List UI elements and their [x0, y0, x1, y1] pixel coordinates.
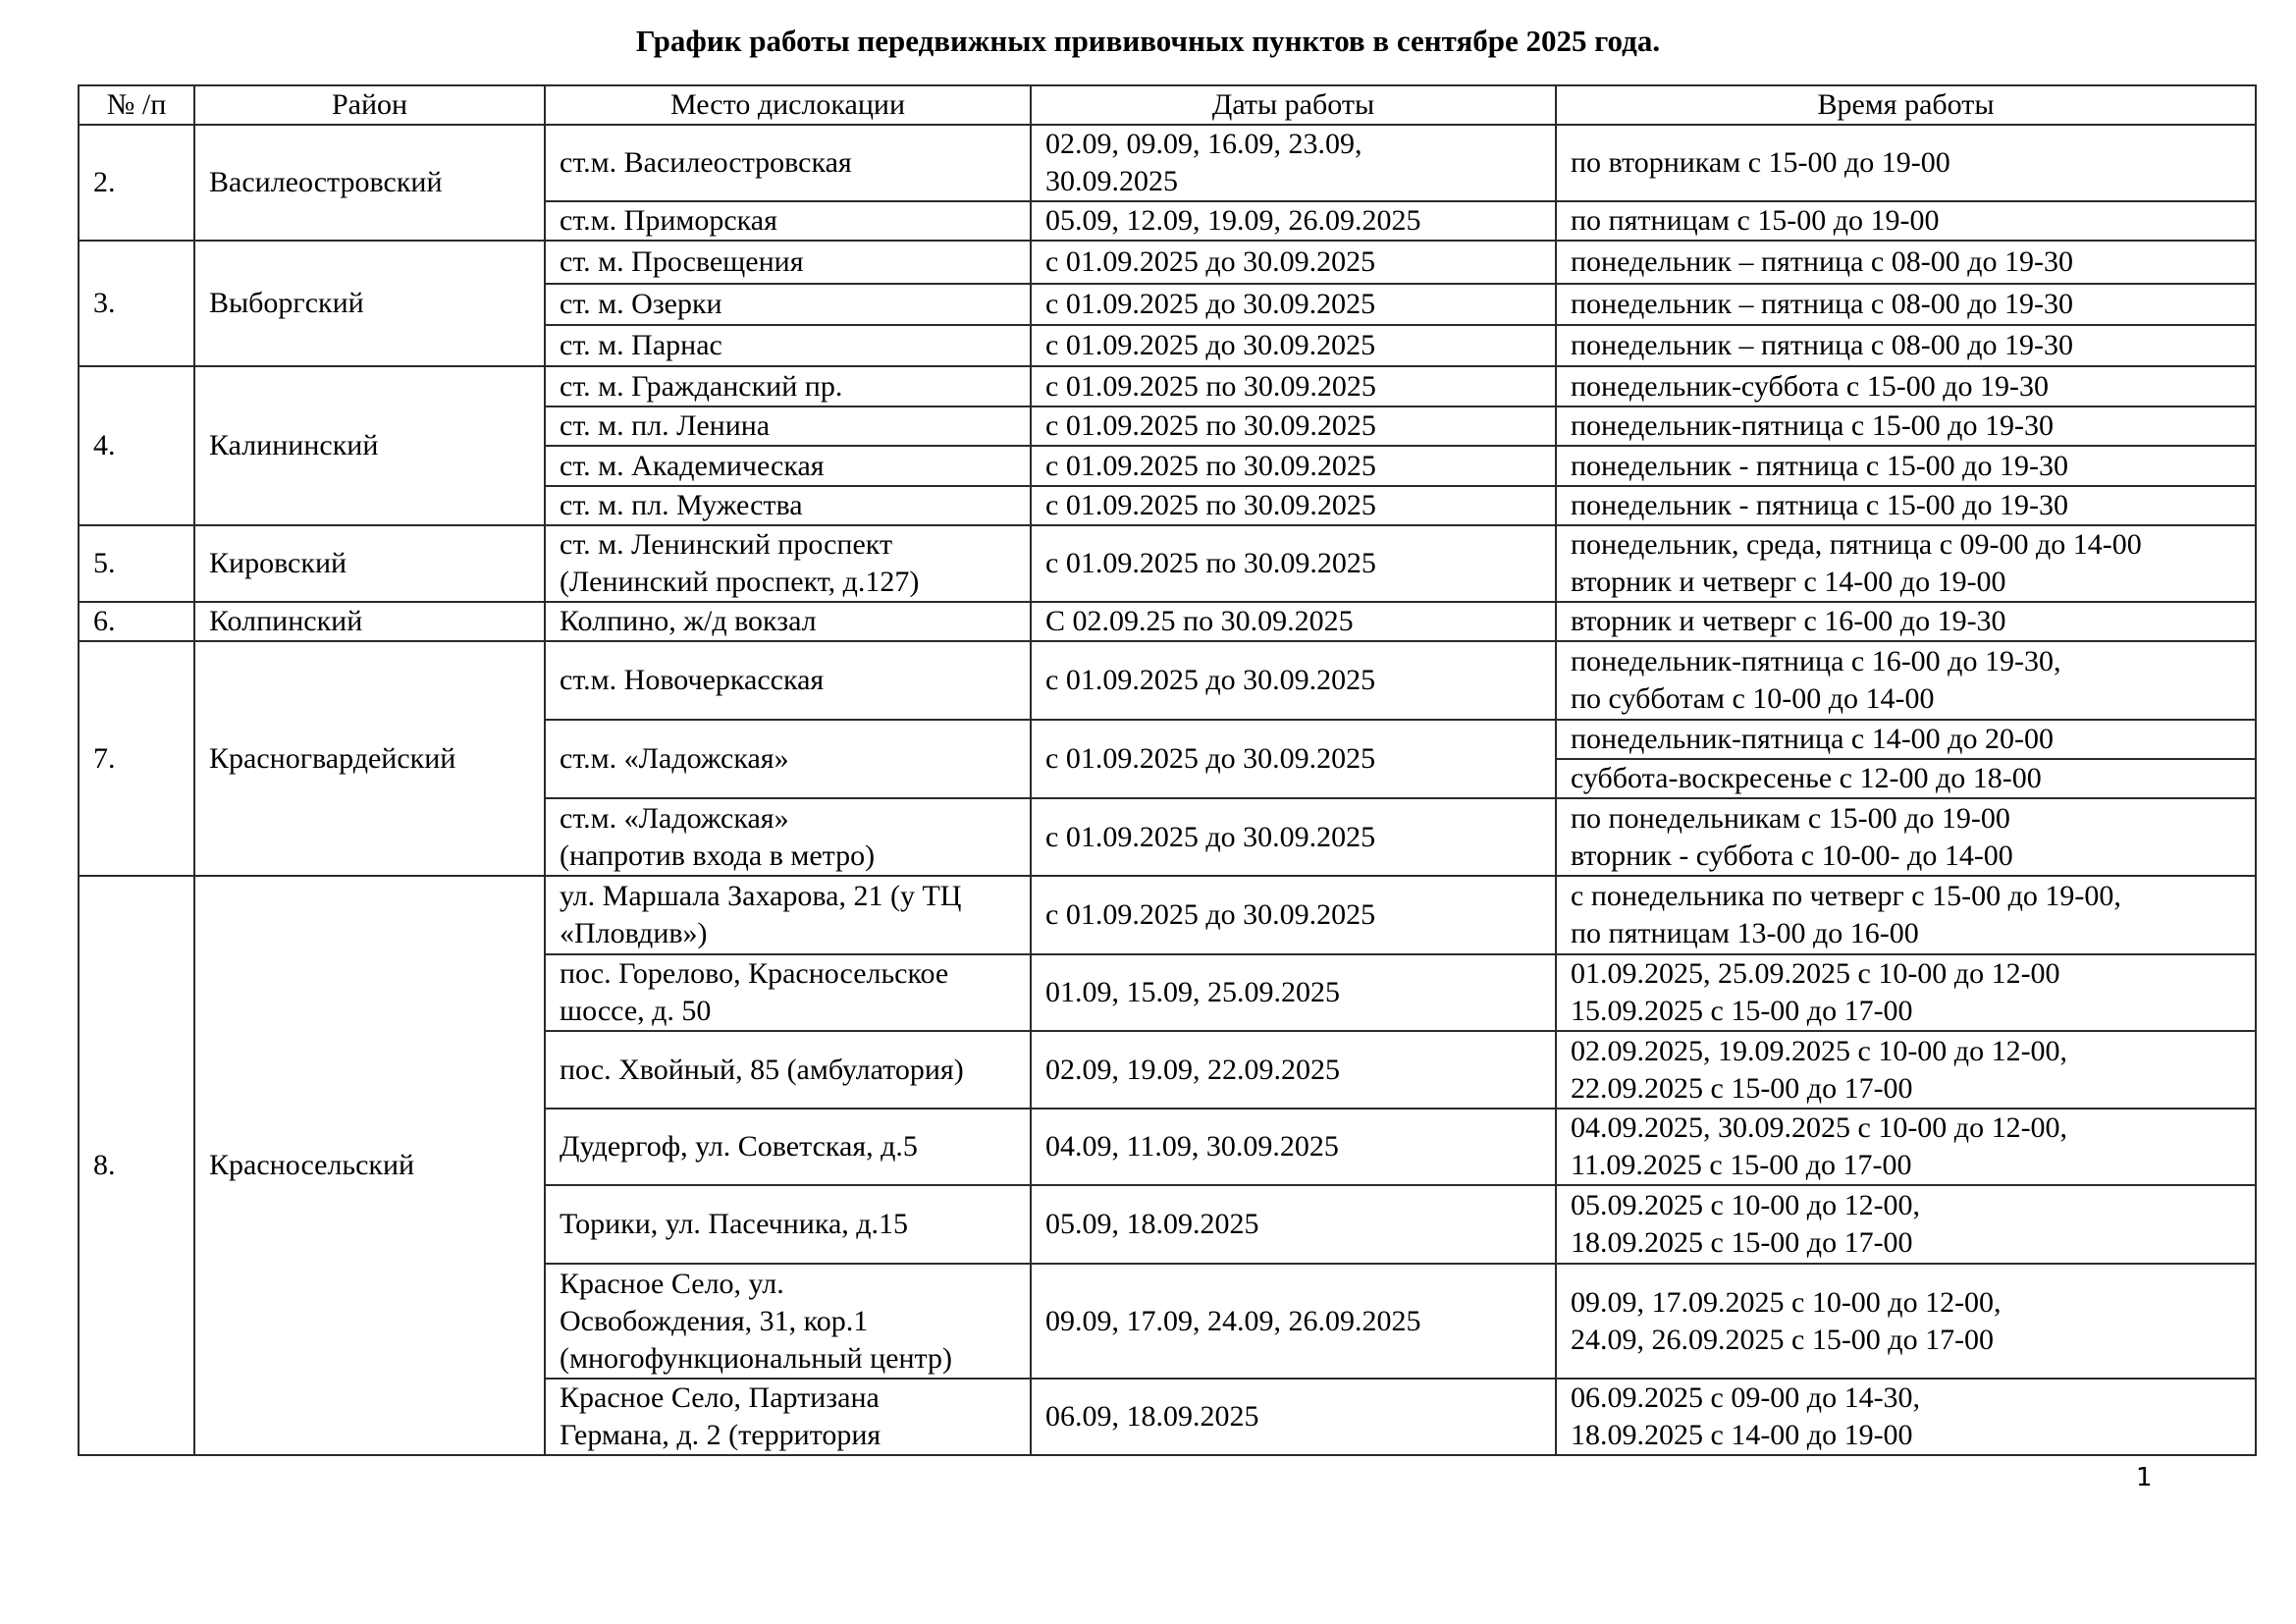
location-cell	[545, 1109, 1031, 1185]
cell-line: 04.09.2025, 30.09.2025 с 10-00 до 12-00,	[1571, 1111, 2068, 1144]
row-number: 6.	[79, 602, 194, 641]
cell-line: пос. Хвойный, 85 (амбулатория)	[560, 1053, 964, 1086]
cell-line: суббота-воскресенье с 12-00 до 18-00	[1571, 762, 2042, 794]
time-cell	[1556, 486, 2256, 525]
cell-line: по субботам с 10-00 до 14-00	[1571, 682, 1935, 715]
location-cell	[545, 446, 1031, 486]
cell-line: 22.09.2025 с 15-00 до 17-00	[1571, 1071, 1913, 1105]
location-cell	[545, 125, 1031, 201]
cell-line: с 01.09.2025 до 30.09.2025	[1045, 664, 1376, 696]
time-cell	[1556, 602, 2256, 641]
dates-cell	[1031, 366, 1556, 406]
dates-cell	[1031, 1379, 1556, 1455]
cell-line: понедельник-пятница с 15-00 до 19-30	[1571, 409, 2054, 442]
district-name: Красногвардейский	[194, 641, 545, 876]
time-cell	[1556, 720, 2256, 759]
table-row	[79, 641, 2256, 720]
cell-line: 24.09, 26.09.2025 с 15-00 до 17-00	[1571, 1323, 1995, 1356]
location-cell	[545, 1264, 1031, 1379]
cell-line: понедельник-суббота с 15-00 до 19-30	[1571, 369, 2049, 403]
cell-line: 05.09, 12.09, 19.09, 26.09.2025	[1045, 204, 1421, 237]
location-cell	[545, 406, 1031, 446]
cell-line: Освобождения, 31, кор.1	[560, 1304, 869, 1337]
cell-line: Красное Село, Партизана	[560, 1381, 880, 1414]
cell-line: 06.09.2025 с 09-00 до 14-30,	[1571, 1381, 1921, 1414]
dates-cell	[1031, 406, 1556, 446]
time-cell	[1556, 325, 2256, 366]
cell-line: ст. м. Гражданский пр.	[560, 369, 843, 403]
dates-cell	[1031, 1264, 1556, 1379]
dates-cell	[1031, 641, 1556, 720]
location-cell	[545, 1031, 1031, 1109]
row-number: 5.	[79, 525, 194, 602]
dates-cell	[1031, 525, 1556, 602]
cell-line: с понедельника по четверг с 15-00 до 19-00,	[1571, 880, 2121, 912]
dates-cell	[1031, 241, 1556, 284]
time-cell	[1556, 1264, 2256, 1379]
cell-line: Красное Село, ул.	[560, 1267, 784, 1300]
time-cell	[1556, 525, 2256, 602]
time-cell	[1556, 366, 2256, 406]
dates-cell	[1031, 876, 1556, 954]
header-district: Район	[194, 85, 545, 125]
header-dates: Даты работы	[1031, 85, 1556, 125]
row-number: 7.	[79, 641, 194, 876]
district-name: Красносельский	[194, 876, 545, 1455]
dates-cell	[1031, 1031, 1556, 1109]
cell-line: вторник - суббота с 10-00- до 14-00	[1571, 839, 2013, 872]
header-row	[79, 85, 2256, 125]
cell-line: 02.09.2025, 19.09.2025 с 10-00 до 12-00,	[1571, 1034, 2068, 1067]
table-row	[79, 241, 2256, 284]
dates-cell	[1031, 486, 1556, 525]
location-cell	[545, 876, 1031, 954]
cell-line: 04.09, 11.09, 30.09.2025	[1045, 1130, 1339, 1163]
cell-line: с 01.09.2025 по 30.09.2025	[1045, 547, 1376, 579]
cell-line: 18.09.2025 с 15-00 до 17-00	[1571, 1226, 1913, 1259]
row-number: 4.	[79, 366, 194, 525]
dates-cell	[1031, 1185, 1556, 1264]
cell-line: 02.09, 09.09, 16.09, 23.09,	[1045, 128, 1362, 160]
table-row	[79, 125, 2256, 201]
dates-cell	[1031, 720, 1556, 798]
cell-line: ст. м. Просвещения	[560, 245, 804, 278]
time-cell	[1556, 954, 2256, 1031]
district-name: Василеостровский	[194, 125, 545, 241]
cell-line: «Пловдив»)	[560, 917, 708, 949]
cell-line: ст. м. пл. Ленина	[560, 409, 771, 442]
time-cell	[1556, 876, 2256, 954]
cell-line: ул. Маршала Захарова, 21 (у ТЦ	[560, 880, 962, 912]
district-name: Выборгский	[194, 241, 545, 366]
cell-line: понедельник-пятница с 14-00 до 20-00	[1571, 723, 2054, 755]
cell-line: с 01.09.2025 до 30.09.2025	[1045, 288, 1376, 320]
cell-line: понедельник – пятница с 08-00 до 19-30	[1571, 288, 2073, 320]
cell-line: с 01.09.2025 до 30.09.2025	[1045, 898, 1376, 931]
time-cell	[1556, 284, 2256, 325]
cell-line: 15.09.2025 с 15-00 до 17-00	[1571, 995, 1913, 1027]
location-cell	[545, 641, 1031, 720]
cell-line: понедельник, среда, пятница с 09-00 до 14-00	[1571, 528, 2142, 561]
location-cell	[545, 720, 1031, 798]
dates-cell	[1031, 325, 1556, 366]
cell-line: ст. м. пл. Мужества	[560, 489, 803, 521]
location-cell	[545, 954, 1031, 1031]
dates-cell	[1031, 602, 1556, 641]
cell-line: 30.09.2025	[1045, 165, 1178, 197]
cell-line: понедельник – пятница с 08-00 до 19-30	[1571, 245, 2073, 278]
time-cell	[1556, 641, 2256, 720]
location-cell	[545, 201, 1031, 241]
cell-line: ст. м. Ленинский проспект	[560, 528, 893, 561]
location-cell	[545, 1185, 1031, 1264]
dates-cell	[1031, 1109, 1556, 1185]
cell-line: 18.09.2025 с 14-00 до 19-00	[1571, 1419, 1913, 1451]
time-cell	[1556, 241, 2256, 284]
cell-line: Торики, ул. Пасечника, д.15	[560, 1208, 909, 1240]
dates-cell	[1031, 446, 1556, 486]
cell-line: 05.09.2025 с 10-00 до 12-00,	[1571, 1189, 1921, 1221]
document-title: График работы передвижных прививочных пунктов в сентябре 2025 года.	[635, 24, 1661, 58]
cell-line: шоссе, д. 50	[560, 995, 712, 1027]
cell-line: 06.09, 18.09.2025	[1045, 1400, 1259, 1433]
cell-line: (напротив входа в метро)	[560, 839, 876, 872]
cell-line: Германа, д. 2 (территория	[560, 1419, 881, 1451]
cell-line: ст. м. Озерки	[560, 288, 722, 320]
row-number: 3.	[79, 241, 194, 366]
cell-line: ст.м. «Ладожская»	[560, 742, 789, 775]
cell-line: вторник и четверг с 16-00 до 19-30	[1571, 605, 2006, 637]
cell-line: с 01.09.2025 по 30.09.2025	[1045, 369, 1376, 403]
row-number: 2.	[79, 125, 194, 241]
cell-line: Дудергоф, ул. Советская, д.5	[560, 1130, 918, 1163]
table-body	[79, 125, 2256, 1455]
cell-line: 01.09, 15.09, 25.09.2025	[1045, 976, 1340, 1008]
cell-line: ст.м. Новочеркасская	[560, 664, 825, 696]
cell-line: Колпино, ж/д вокзал	[560, 605, 817, 637]
district-name: Кировский	[194, 525, 545, 602]
time-cell	[1556, 1031, 2256, 1109]
page-number: 1	[2136, 1463, 2153, 1492]
time-cell	[1556, 1109, 2256, 1185]
location-cell	[545, 325, 1031, 366]
cell-line: 09.09, 17.09, 24.09, 26.09.2025	[1045, 1304, 1421, 1337]
table-row	[79, 366, 2256, 406]
dates-cell	[1031, 125, 1556, 201]
header-location: Место дислокации	[545, 85, 1031, 125]
cell-line: С 02.09.25 по 30.09.2025	[1045, 605, 1354, 637]
cell-line: 09.09, 17.09.2025 с 10-00 до 12-00,	[1571, 1285, 2002, 1319]
cell-line: (Ленинский проспект, д.127)	[560, 566, 920, 598]
time-cell	[1556, 1379, 2256, 1455]
cell-line: ст.м. Василеостровская	[560, 146, 852, 179]
location-cell	[545, 486, 1031, 525]
time-cell	[1556, 759, 2256, 798]
cell-line: с 01.09.2025 по 30.09.2025	[1045, 409, 1376, 442]
time-cell	[1556, 446, 2256, 486]
location-cell	[545, 798, 1031, 876]
cell-line: с 01.09.2025 до 30.09.2025	[1045, 742, 1376, 775]
location-cell	[545, 284, 1031, 325]
location-cell	[545, 241, 1031, 284]
cell-line: с 01.09.2025 по 30.09.2025	[1045, 449, 1376, 482]
time-cell	[1556, 201, 2256, 241]
cell-line: (многофункциональный центр)	[560, 1341, 952, 1375]
cell-line: по понедельникам с 15-00 до 19-00	[1571, 801, 2010, 835]
district-name: Колпинский	[194, 602, 545, 641]
cell-line: по пятницам с 15-00 до 19-00	[1571, 204, 1940, 237]
row-number: 8.	[79, 876, 194, 1455]
time-cell	[1556, 406, 2256, 446]
district-name: Калининский	[194, 366, 545, 525]
schedule-table	[78, 84, 2257, 1456]
cell-line: с 01.09.2025 по 30.09.2025	[1045, 489, 1376, 521]
location-cell	[545, 525, 1031, 602]
time-cell	[1556, 798, 2256, 876]
table-row	[79, 525, 2256, 602]
location-cell	[545, 1379, 1031, 1455]
cell-line: понедельник - пятница с 15-00 до 19-30	[1571, 449, 2068, 482]
cell-line: по пятницам 13-00 до 16-00	[1571, 917, 1919, 949]
table-row	[79, 602, 2256, 641]
cell-line: ст. м. Парнас	[560, 329, 722, 361]
cell-line: 02.09, 19.09, 22.09.2025	[1045, 1053, 1340, 1086]
cell-line: 11.09.2025 с 15-00 до 17-00	[1571, 1149, 1912, 1181]
header-number: № /п	[79, 85, 194, 125]
cell-line: понедельник – пятница с 08-00 до 19-30	[1571, 329, 2073, 361]
cell-line: 05.09, 18.09.2025	[1045, 1208, 1259, 1240]
table-row	[79, 876, 2256, 954]
cell-line: пос. Горелово, Красносельское	[560, 957, 949, 990]
cell-line: 01.09.2025, 25.09.2025 с 10-00 до 12-00	[1571, 957, 2060, 990]
time-cell	[1556, 125, 2256, 201]
cell-line: по вторникам с 15-00 до 19-00	[1571, 146, 1950, 179]
cell-line: ст.м. «Ладожская»	[560, 801, 789, 835]
dates-cell	[1031, 954, 1556, 1031]
location-cell	[545, 602, 1031, 641]
cell-line: с 01.09.2025 до 30.09.2025	[1045, 820, 1376, 853]
cell-line: вторник и четверг с 14-00 до 19-00	[1571, 566, 2006, 598]
cell-line: с 01.09.2025 до 30.09.2025	[1045, 329, 1376, 361]
header-time: Время работы	[1556, 85, 2256, 125]
cell-line: ст.м. Приморская	[560, 204, 777, 237]
dates-cell	[1031, 201, 1556, 241]
cell-line: с 01.09.2025 до 30.09.2025	[1045, 245, 1376, 278]
dates-cell	[1031, 284, 1556, 325]
cell-line: ст. м. Академическая	[560, 449, 825, 482]
dates-cell	[1031, 798, 1556, 876]
cell-line: понедельник-пятница с 16-00 до 19-30,	[1571, 645, 2061, 677]
cell-line: понедельник - пятница с 15-00 до 19-30	[1571, 489, 2068, 521]
time-cell	[1556, 1185, 2256, 1264]
location-cell	[545, 366, 1031, 406]
